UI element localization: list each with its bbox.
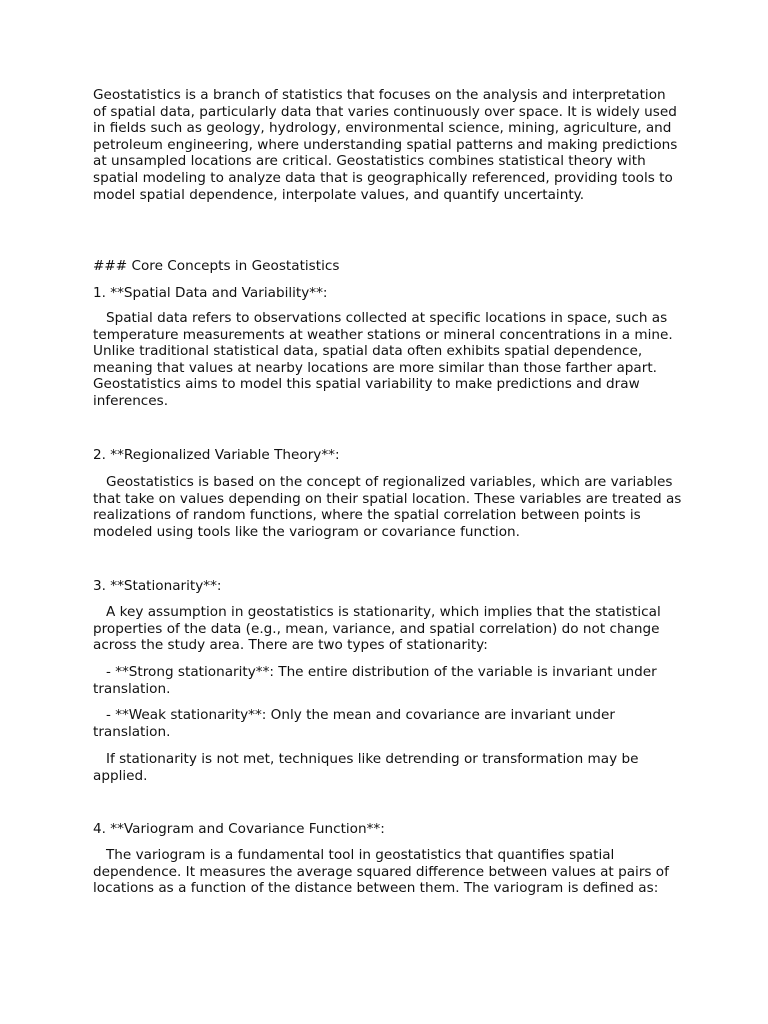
item4-title: 4. **Variogram and Covariance Function**: bbox=[93, 821, 385, 837]
item3-title: 3. **Stationarity**: bbox=[93, 578, 222, 594]
item2-body: Geostatistics is based on the concept of regionalized variables, which are variables that take on values depending on their spatial location. These variables are treated as realizations of random functions, where the spatial correlation between points is modeled using tools like the variogram or covariance function. bbox=[93, 474, 686, 540]
item2-title: 2. **Regionalized Variable Theory**: bbox=[93, 447, 340, 463]
item3-bullet-strong: - **Strong stationarity**: The entire distribution of the variable is invariant under translation. bbox=[93, 664, 661, 697]
section-heading: ### Core Concepts in Geostatistics bbox=[93, 258, 340, 274]
item1-title: 1. **Spatial Data and Variability**: bbox=[93, 285, 328, 301]
intro-paragraph: Geostatistics is a branch of statistics that focuses on the analysis and interpretation of spatial data, particularly data that varies continuously over space. It is widely used in fields such as geology, hydrology, environmental science, mining, agriculture, and petroleum engineering, where understanding spatial patterns and making predictions at unsampled locations are critical. Geostatistics combines statistical theory with spatial modeling to analyze data that is geographically referenced, providing tools to model spatial dependence, interpolate values, and quantify uncertainty. bbox=[93, 87, 682, 203]
item3-body: A key assumption in geostatistics is stationarity, which implies that the statistical properties of the data (e.g., mean, variance, and spatial correlation) do not change across the study area. There are two types of stationarity: bbox=[93, 604, 666, 654]
item3-bullet-weak: - **Weak stationarity**: Only the mean and covariance are invariant under translation. bbox=[93, 707, 620, 740]
item1-body: Spatial data refers to observations collected at specific locations in space, such as temperature measurements at weather stations or mineral concentrations in a mine. Unlike traditional statistical data, spatial data often exhibits spatial dependence, meaning that values at nearby locations are more similar than those farther apart. Geostatistics aims to model this spatial variability to make predictions and draw inferences. bbox=[93, 310, 678, 409]
item4-body: The variogram is a fundamental tool in geostatistics that quantifies spatial dependence. It measures the average squared difference between values at pairs of locations as a function of the distance between them. The variogram is defined as: bbox=[93, 847, 674, 897]
item3-note: If stationarity is not met, techniques like detrending or transformation may be applied. bbox=[93, 751, 643, 784]
